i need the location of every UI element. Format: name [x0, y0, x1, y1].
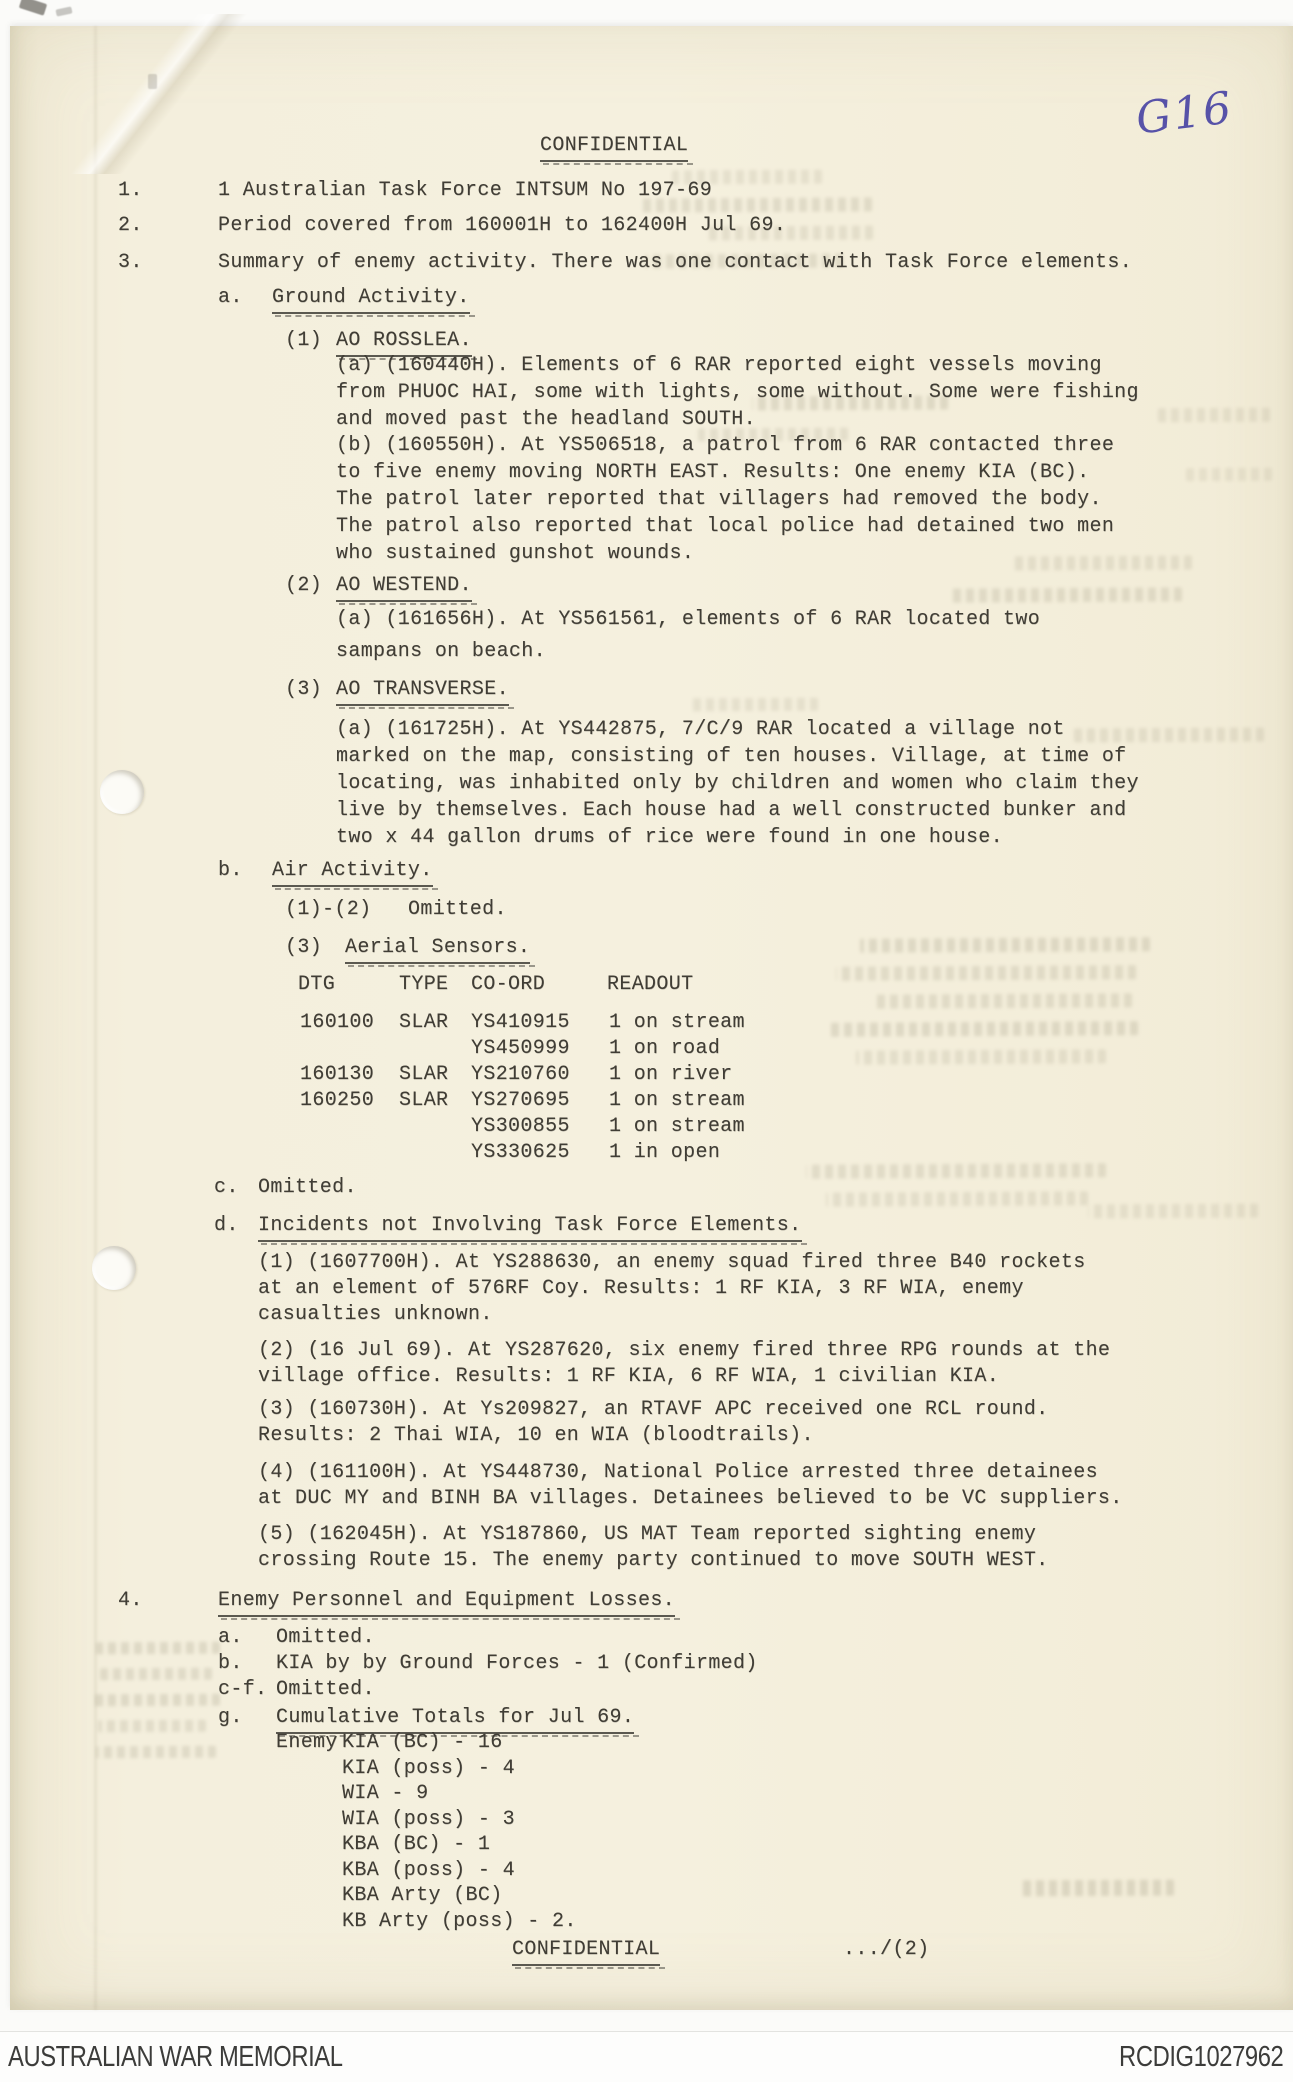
text-line: who sustained gunshot wounds. — [336, 542, 695, 565]
text-line: (2) (16 Jul 69). At YS287620, six enemy fired three RPG rounds at the — [258, 1339, 1111, 1362]
text-line: casualties unknown. — [258, 1303, 493, 1326]
text-line: marked on the map, consisting of ten houses. Village, at time of — [336, 745, 1127, 768]
text-line: Results: 2 Thai WIA, 10 en WIA (bloodtrails). — [258, 1424, 814, 1447]
text-line: locating, was inhabited only by children and women who claim they — [336, 772, 1139, 795]
classification-footer: CONFIDENTIAL — [512, 1936, 660, 1966]
section-marker: b. — [218, 1652, 243, 1675]
table-cell: YS300855 — [471, 1115, 570, 1138]
item-text: Summary of enemy activity. There was one contact with Task Force elements. — [218, 251, 1133, 274]
table-header-coord: CO-ORD — [471, 973, 546, 996]
table-cell: YS330625 — [471, 1141, 570, 1164]
section-heading-incidents: Incidents not Involving Task Force Elements. — [258, 1212, 802, 1242]
section-marker: c-f. — [218, 1678, 268, 1701]
sub-marker: (1)-(2) — [285, 898, 372, 921]
archive-watermark-bar — [0, 2031, 1293, 2082]
text-line: (4) (161100H). At YS448730, National Police arrested three detainees — [258, 1461, 1098, 1484]
text-line: (a) (161725H). At YS442875, 7/C/9 RAR located a village not — [336, 718, 1065, 741]
text-line: at an element of 576RF Coy. Results: 1 RF KIA, 3 RF WIA, enemy — [258, 1277, 1024, 1300]
text-line: sampans on beach. — [336, 640, 546, 663]
item-number: 2. — [118, 214, 143, 237]
text-line: from PHUOC HAI, some with lights, some without. Some were fishing — [336, 381, 1139, 404]
totals-line: KBA (BC) - 1 — [342, 1833, 491, 1856]
text-line: village office. Results: 1 RF KIA, 6 RF WIA, 1 civilian KIA. — [258, 1365, 1000, 1388]
table-header-readout: READOUT — [607, 973, 694, 996]
section-marker: a. — [218, 286, 243, 309]
text-line: Omitted. — [408, 898, 507, 921]
section-marker: c. — [214, 1176, 239, 1199]
table-cell: SLAR — [399, 1063, 449, 1086]
text-line: Omitted. — [276, 1626, 375, 1649]
classification-header: CONFIDENTIAL — [540, 132, 688, 162]
text-line: (1) (1607700H). At YS288630, an enemy squad fired three B40 rockets — [258, 1251, 1086, 1274]
totals-line: KBA Arty (BC) — [342, 1884, 503, 1907]
table-cell: 1 on stream — [609, 1115, 745, 1138]
table-cell: 1 on road — [609, 1037, 721, 1060]
text-line: KIA by by Ground Forces - 1 (Confirmed) — [276, 1652, 758, 1675]
sub-marker: (3) — [285, 678, 323, 701]
table-cell: SLAR — [399, 1011, 449, 1034]
table-cell: YS270695 — [471, 1089, 570, 1112]
section-marker: g. — [218, 1706, 243, 1729]
text-line: and moved past the headland SOUTH. — [336, 408, 756, 431]
sub-marker: (2) — [285, 574, 323, 597]
text-line: Omitted. — [276, 1678, 375, 1701]
page-reference: .../(2) — [843, 1938, 930, 1961]
totals-line: KIA (poss) - 4 — [342, 1757, 515, 1780]
text-line: (a) (161656H). At YS561561, elements of 6 RAR located two — [336, 608, 1041, 631]
sub-heading-aerial-sensors: Aerial Sensors. — [345, 934, 530, 964]
table-cell: 1 in open — [609, 1141, 721, 1164]
totals-line: WIA - 9 — [342, 1782, 429, 1805]
text-line: Omitted. — [258, 1176, 357, 1199]
text-line: two x 44 gallon drums of rice were found in one house. — [336, 826, 1004, 849]
table-cell: 1 on river — [609, 1063, 733, 1086]
section-marker: b. — [218, 859, 243, 882]
sub-heading-ao-westend: AO WESTEND. — [336, 572, 472, 602]
handwritten-annotation: G16 — [1133, 82, 1236, 145]
text-line: The patrol also reported that local police had detained two men — [336, 515, 1115, 538]
table-cell: YS210760 — [471, 1063, 570, 1086]
table-cell: 160130 — [300, 1063, 375, 1086]
sub-marker: (3) — [285, 936, 323, 959]
item-number: 1. — [118, 179, 143, 202]
totals-line: KB Arty (poss) - 2. — [342, 1910, 577, 1933]
table-cell: 1 on stream — [609, 1089, 745, 1112]
text-line: The patrol later reported that villagers had removed the body. — [336, 488, 1102, 511]
table-cell: 1 on stream — [609, 1011, 745, 1034]
section-heading-air-activity: Air Activity. — [272, 857, 433, 887]
table-header-type: TYPE — [399, 973, 449, 996]
section-marker: d. — [214, 1214, 239, 1237]
text-line: (a) (160440H). Elements of 6 RAR reported eight vessels moving — [336, 354, 1102, 377]
text-line: (3) (160730H). At Ys209827, an RTAVF APC received one RCL round. — [258, 1398, 1049, 1421]
item-text: 1 Australian Task Force INTSUM No 197-69 — [218, 179, 713, 202]
archive-source-label: AUSTRALIAN WAR MEMORIAL — [8, 2040, 343, 2073]
totals-prefix: Enemy — [276, 1731, 338, 1754]
text-line: to five enemy moving NORTH EAST. Results: One enemy KIA (BC). — [336, 461, 1090, 484]
item-number: 4. — [118, 1589, 143, 1612]
text-line: crossing Route 15. The enemy party continued to move SOUTH WEST. — [258, 1549, 1049, 1572]
table-cell: SLAR — [399, 1089, 449, 1112]
section-heading-enemy-losses: Enemy Personnel and Equipment Losses. — [218, 1587, 675, 1617]
table-header-dtg: DTG — [298, 973, 336, 996]
table-cell: 160100 — [300, 1011, 375, 1034]
item-text: Period covered from 160001H to 162400H Jul 69. — [218, 214, 787, 237]
section-heading-cumulative-totals: Cumulative Totals for Jul 69. — [276, 1704, 634, 1734]
totals-line: KIA (BC) - 16 — [342, 1731, 503, 1754]
sub-heading-ao-transverse: AO TRANSVERSE. — [336, 676, 509, 706]
totals-line: WIA (poss) - 3 — [342, 1808, 515, 1831]
text-line: (b) (160550H). At YS506518, a patrol from 6 RAR contacted three — [336, 434, 1115, 457]
section-heading-ground-activity: Ground Activity. — [272, 284, 470, 314]
table-cell: YS410915 — [471, 1011, 570, 1034]
text-line: (5) (162045H). At YS187860, US MAT Team reported sighting enemy — [258, 1523, 1037, 1546]
table-cell: 160250 — [300, 1089, 375, 1112]
sub-marker: (1) — [285, 329, 323, 352]
sub-heading-ao-rosslea: AO ROSSLEA. — [336, 327, 472, 357]
table-cell: YS450999 — [471, 1037, 570, 1060]
archive-record-id: RCDIG1027962 — [1118, 2040, 1283, 2073]
text-line: live by themselves. Each house had a well constructed bunker and — [336, 799, 1127, 822]
item-number: 3. — [118, 251, 143, 274]
totals-line: KBA (poss) - 4 — [342, 1859, 515, 1882]
text-line: at DUC MY and BINH BA villages. Detainees believed to be VC suppliers. — [258, 1487, 1123, 1510]
section-marker: a. — [218, 1626, 243, 1649]
